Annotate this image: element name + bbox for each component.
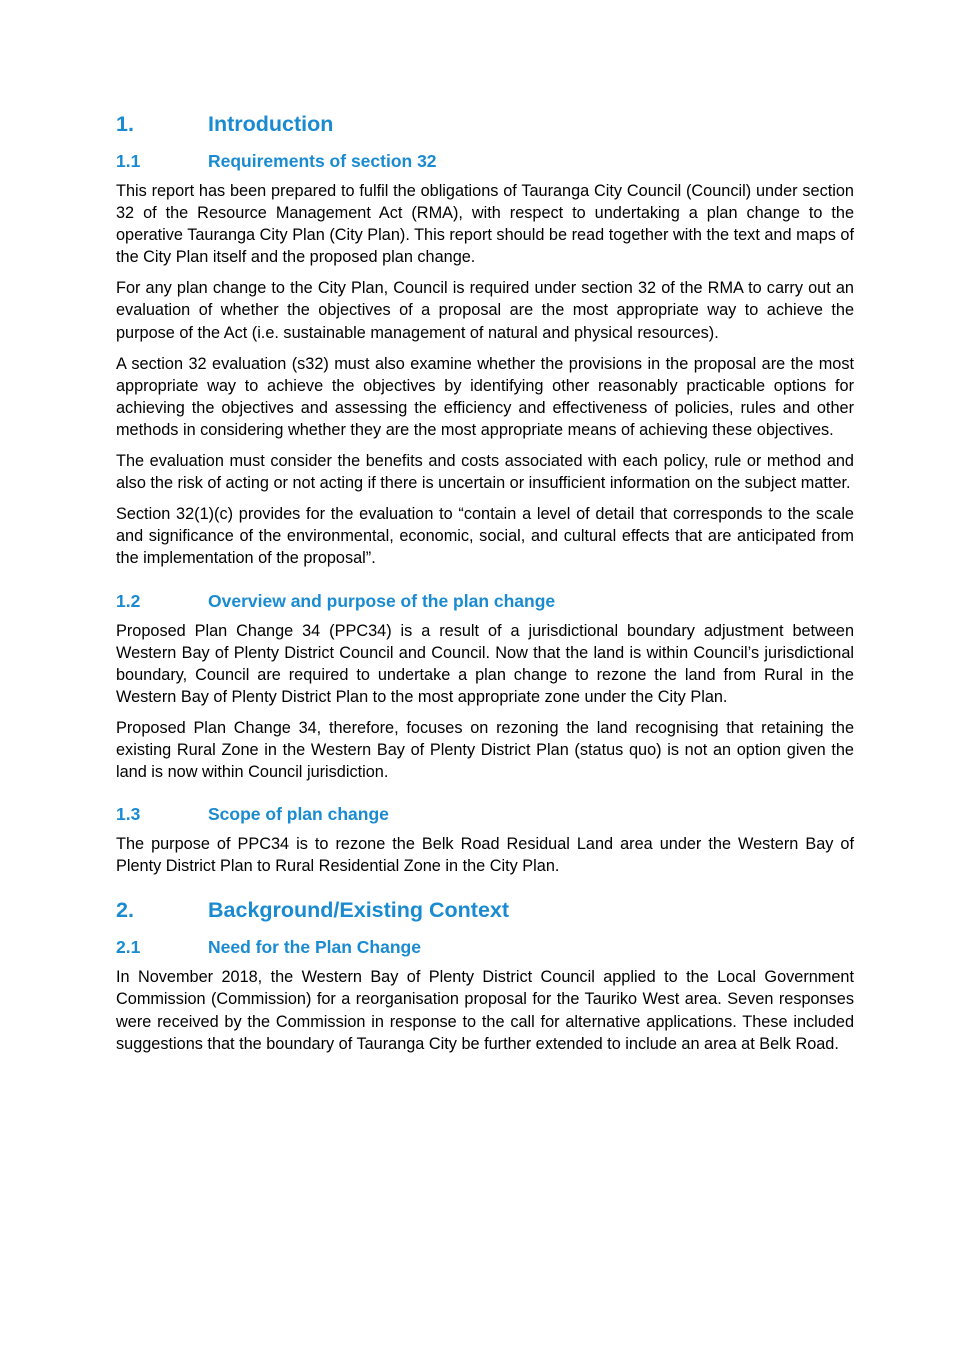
heading-introduction (116, 112, 854, 137)
heading-need-plan-change (116, 937, 854, 958)
heading-overview-purpose (116, 591, 854, 612)
heading-scope (116, 804, 854, 825)
heading-number: 2. (116, 898, 134, 923)
heading-number: 2.1 (116, 937, 141, 958)
document-page (116, 112, 854, 1064)
paragraph: Proposed Plan Change 34, therefore, focuses on rezoning the land recognising that retaining the existing Rural Zone in the Western Bay of Plenty District Plan (status quo) is not an option given the land is now within Council jurisdiction. (116, 718, 854, 782)
paragraph: The evaluation must consider the benefits and costs associated with each policy, rule or method and also the risk of acting or not acting if there is uncertain or insufficient information on the subject matter. (116, 452, 854, 493)
paragraph: For any plan change to the City Plan, Council is required under section 32 of the RMA to carry out an evaluation of whether the objectives of a proposal are the most appropriate way to achieve the purpose of the Act (i.e. sustainable management of natural and physical resources). (116, 279, 854, 342)
paragraph: This report has been prepared to fulfil the obligations of Tauranga City Council (Council) under section 32 of the Resource Management Act (RMA), with respect to undertaking a plan change to the operative Tauranga City Plan (City Plan). This report should be read together with the text and maps of the City Plan itself and the proposed plan change. (116, 182, 854, 267)
paragraph: In November 2018, the Western Bay of Plenty District Council applied to the Local Government Commission (Commission) for a reorganisation proposal for the Tauriko West area. Seven responses were received by the Commission in response to the call for alternative applications. These included suggestions that the boundary of Tauranga City be further extended to include an area at Belk Road. (116, 968, 854, 1053)
heading-title: Overview and purpose of the plan change (208, 590, 556, 611)
heading-title: Need for the Plan Change (208, 937, 421, 958)
heading-title: Scope of plan change (208, 804, 389, 825)
heading-background (116, 898, 854, 923)
heading-title: Background/Existing Context (208, 898, 510, 923)
heading-number: 1. (116, 112, 134, 136)
heading-title: Requirements of section 32 (208, 151, 437, 171)
heading-number: 1.1 (116, 151, 141, 171)
paragraph: Proposed Plan Change 34 (PPC34) is a result of a jurisdictional boundary adjustment between Western Bay of Plenty District Council and Council. Now that the land is within Council’s jurisdictional boundary, Council are required to undertake a plan change to rezone the land from Rural in the Western Bay of Plenty District Plan to the most appropriate zone under the City Plan. (116, 621, 854, 706)
paragraph: A section 32 evaluation (s32) must also examine whether the provisions in the proposal are the most appropriate way to achieve the objectives by identifying other reasonably practicable options for achieving the objectives and assessing the efficiency and effectiveness of policies, rules and other methods in considering whether they are the most appropriate means of achieving these objectives. (116, 354, 854, 439)
heading-title: Introduction (208, 112, 334, 136)
heading-number: 1.3 (116, 804, 141, 825)
heading-number: 1.2 (116, 590, 141, 611)
heading-requirements-s32 (116, 151, 854, 172)
paragraph: Section 32(1)(c) provides for the evaluation to “contain a level of detail that corresponds to the scale and significance of the environmental, economic, social, and cultural effects that are anticipated from the implementation of the proposal”. (116, 505, 854, 568)
paragraph: The purpose of PPC34 is to rezone the Belk Road Residual Land area under the Western Bay of Plenty District Plan to Rural Residential Zone in the City Plan. (116, 835, 854, 876)
